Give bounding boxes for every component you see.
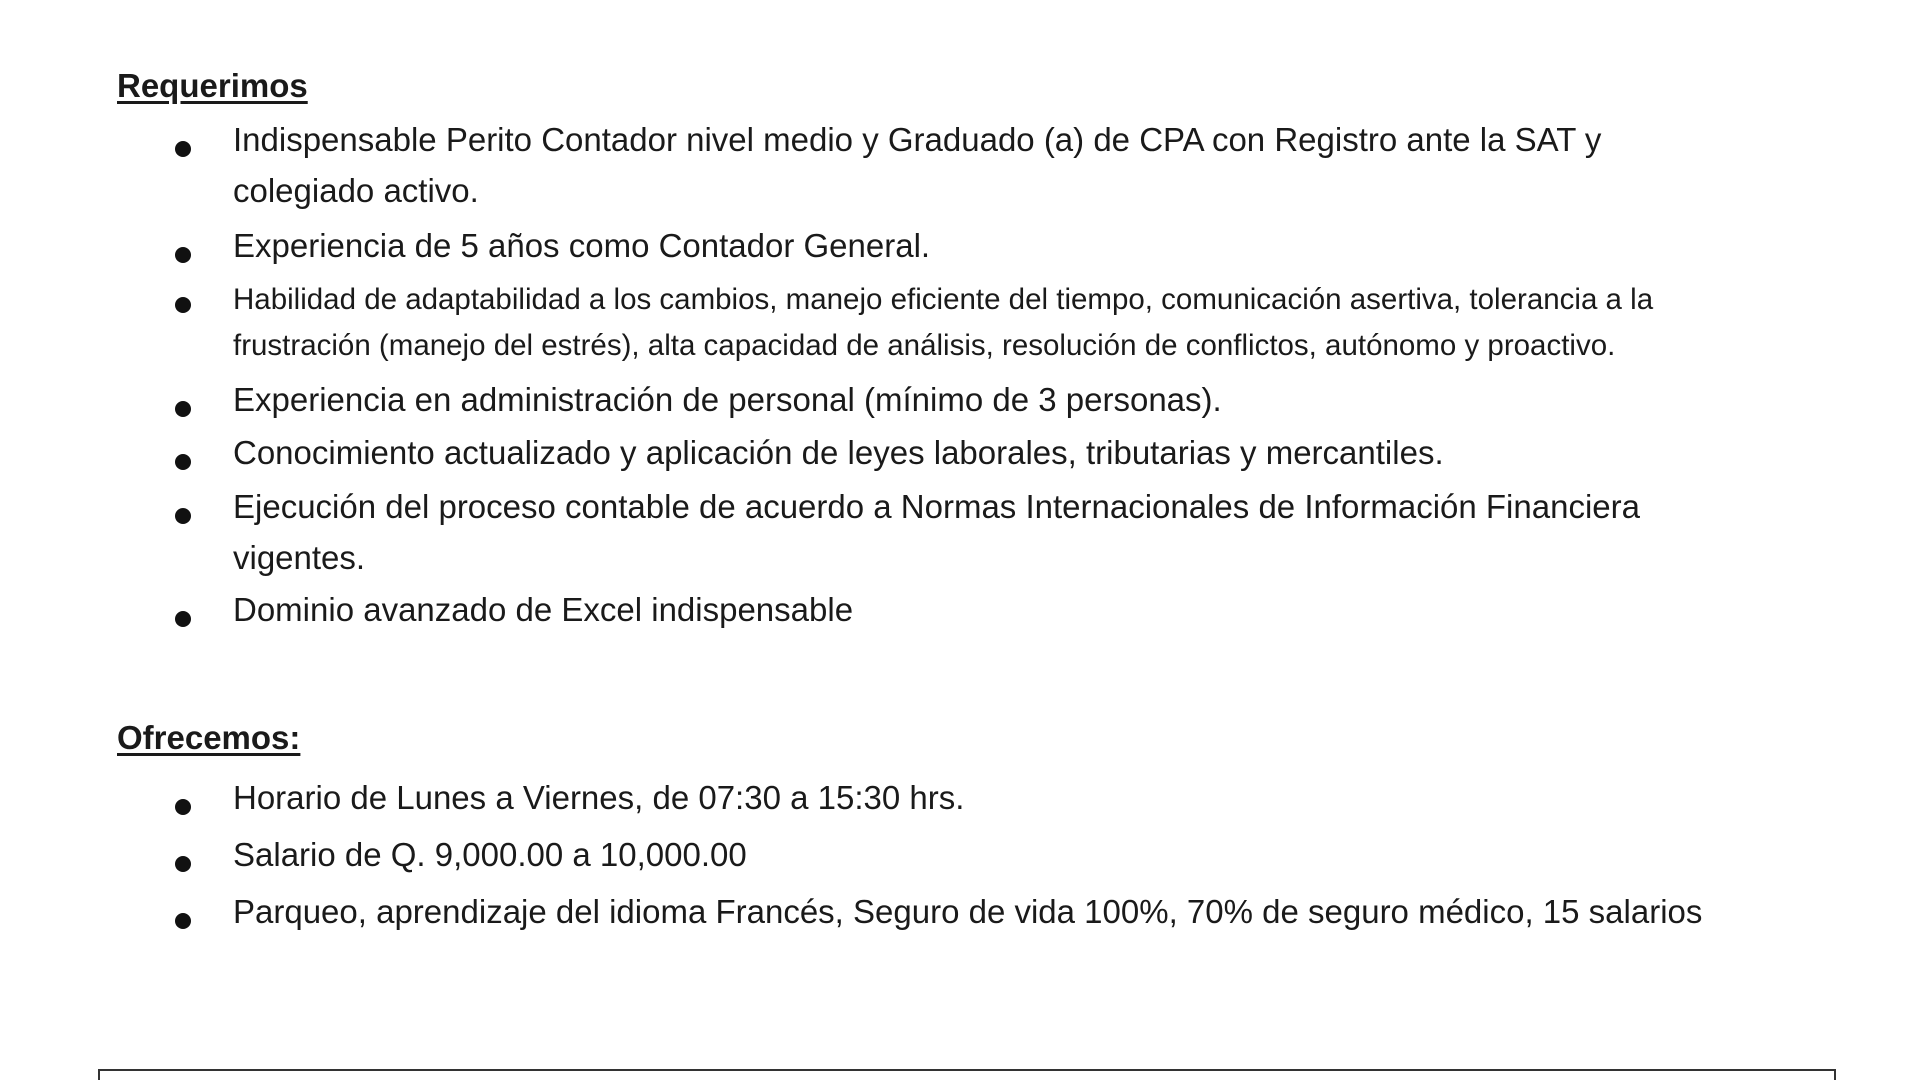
bullet-icon [175, 247, 191, 263]
list-item-text: Experiencia en administración de personal (mínimo de 3 personas). [233, 381, 1222, 418]
list-item-text: Horario de Lunes a Viernes, de 07:30 a 15:30 hrs. [233, 779, 965, 816]
bullet-icon [175, 799, 191, 815]
bullet-icon [175, 508, 191, 524]
bottom-bordered-box [98, 1069, 1836, 1080]
requerimos-heading: Requerimos [117, 67, 308, 104]
bullet-icon [175, 454, 191, 470]
list-item-text: Conocimiento actualizado y aplicación de leyes laborales, tributarias y mercantiles. [233, 434, 1444, 471]
bullet-icon [175, 611, 191, 627]
bullet-icon [175, 856, 191, 872]
bullet-icon [175, 913, 191, 929]
list-item-text: Ejecución del proceso contable de acuerdo a Normas Internacionales de Información Financiera vigentes. [233, 488, 1640, 576]
list-item-text: Habilidad de adaptabilidad a los cambios, manejo eficiente del tiempo, comunicación asertiva, tolerancia a la frustración (manejo del estrés), alta capacidad de análisis, resolución de conflictos, autónomo y proactivo. [233, 283, 1654, 362]
list-item-text: Experiencia de 5 años como Contador General. [233, 227, 931, 264]
bullet-icon [175, 141, 191, 157]
bullet-icon [175, 297, 191, 313]
list-item-text: Indispensable Perito Contador nivel medio y Graduado (a) de CPA con Registro ante la SAT y colegiado activo. [233, 121, 1602, 209]
bullet-icon [175, 401, 191, 417]
list-item-text: Salario de Q. 9,000.00 a 10,000.00 [233, 836, 747, 873]
list-item-text: Dominio avanzado de Excel indispensable [233, 591, 854, 628]
ofrecemos-heading: Ofrecemos: [117, 719, 301, 756]
list-item-text: Parqueo, aprendizaje del idioma Francés, Seguro de vida 100%, 70% de seguro médico, 15 salarios [233, 893, 1703, 930]
